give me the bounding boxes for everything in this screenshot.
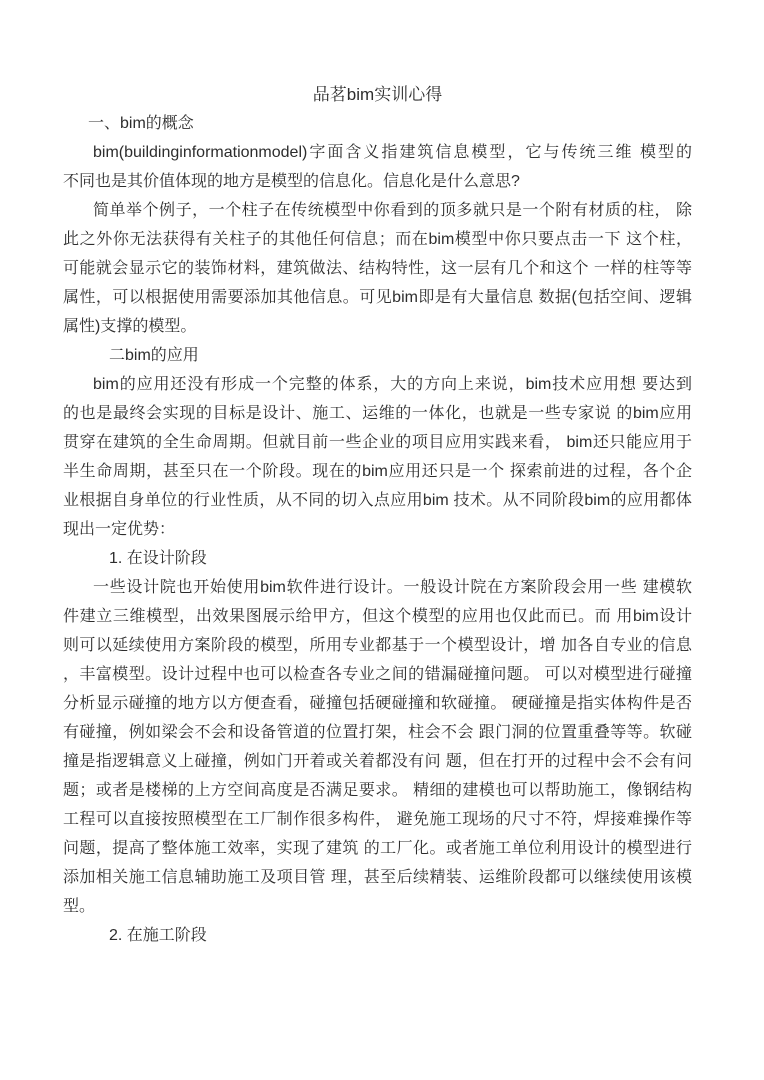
body-line: 属性，可以根据使用需要添加其他信息。可见bim即是有大量信息 数据(包括空间、逻辑: [63, 289, 692, 306]
list-heading-design-stage: 1. 在设计阶段: [109, 550, 207, 567]
body-line: 件建立三维模型，出效果图展示给甲方，但这个模型的应用也仅此而已。而 用bim设计: [63, 608, 692, 625]
body-line: 分析显示碰撞的地方以方便查看，碰撞包括硬碰撞和软碰撞。 硬碰撞是指实体构件是否: [63, 695, 692, 712]
list-heading-construction-stage: 2. 在施工阶段: [109, 927, 207, 944]
body-line: 题；或者是楼梯的上方空间高度是否满足要求。 精细的建模也可以帮助施工，像钢结构: [63, 782, 692, 799]
body-line: 简单举个例子，一个柱子在传统模型中你看到的顶多就只是一个附有材质的柱， 除: [93, 202, 692, 219]
body-line: 现出一定优势：: [63, 521, 176, 538]
body-line: 的也是最终会实现的目标是设计、施工、运维的一体化，也就是一些专家说 的bim应用: [63, 405, 692, 422]
body-line: 业根据自身单位的行业性质，从不同的切入点应用bim 技术。从不同阶段bim的应用都体: [63, 492, 692, 509]
body-line: 工程可以直接按照模型在工厂制作很多构件， 避免施工现场的尺寸不符，焊接难操作等: [63, 811, 692, 828]
body-line: 贯穿在建筑的全生命周期。但就目前一些企业的项目应用实践来看， bim还只能应用于: [63, 434, 692, 451]
section-heading-1: 一、bim的概念: [88, 115, 194, 132]
body-line: 有碰撞，例如梁会不会和设备管道的位置打架，柱会不会 跟门洞的位置重叠等等。软碰: [63, 724, 692, 741]
body-line: 属性)支撑的模型。: [63, 318, 197, 335]
body-line: bim(buildinginformationmodel)字面含义指建筑信息模型，它与传统三维 模型的: [93, 144, 692, 161]
body-line: bim的应用还没有形成一个完整的体系，大的方向上来说，bim技术应用想 要达到: [93, 376, 692, 393]
body-line: ，丰富模型。设计过程中也可以检查各专业之间的错漏碰撞问题。 可以对模型进行碰撞: [63, 666, 692, 683]
body-line: 不同也是其价值体现的地方是模型的信息化。信息化是什么意思?: [63, 173, 520, 190]
body-line: 半生命周期，甚至只在一个阶段。现在的bim应用还只是一个 探索前进的过程，各个企: [63, 463, 692, 480]
body-line: 可能就会显示它的装饰材料，建筑做法、结构特性，这一层有几个和这个 一样的柱等等: [63, 260, 692, 277]
body-line: 型。: [63, 898, 96, 915]
body-line: 此之外你无法获得有关柱子的其他任何信息；而在bim模型中你只要点击一下 这个柱，: [63, 231, 692, 248]
body-line: 一些设计院也开始使用bim软件进行设计。一般设计院在方案阶段会用一些 建模软: [93, 579, 692, 596]
body-line: 则可以延续使用方案阶段的模型，所用专业都基于一个模型设计，增 加各自专业的信息: [63, 637, 692, 654]
section-heading-2: 二bim的应用: [109, 347, 199, 364]
document-title: 品茗bim实训心得: [312, 85, 443, 104]
body-line: 撞是指逻辑意义上碰撞，例如门开着或关着都没有问 题，但在打开的过程中会不会有问: [63, 753, 692, 770]
body-line: 问题，提高了整体施工效率，实现了建筑 的工厂化。或者施工单位利用设计的模型进行: [63, 840, 692, 857]
body-line: 添加相关施工信息辅助施工及项目管 理，甚至后续精装、运维阶段都可以继续使用该模: [63, 869, 692, 886]
